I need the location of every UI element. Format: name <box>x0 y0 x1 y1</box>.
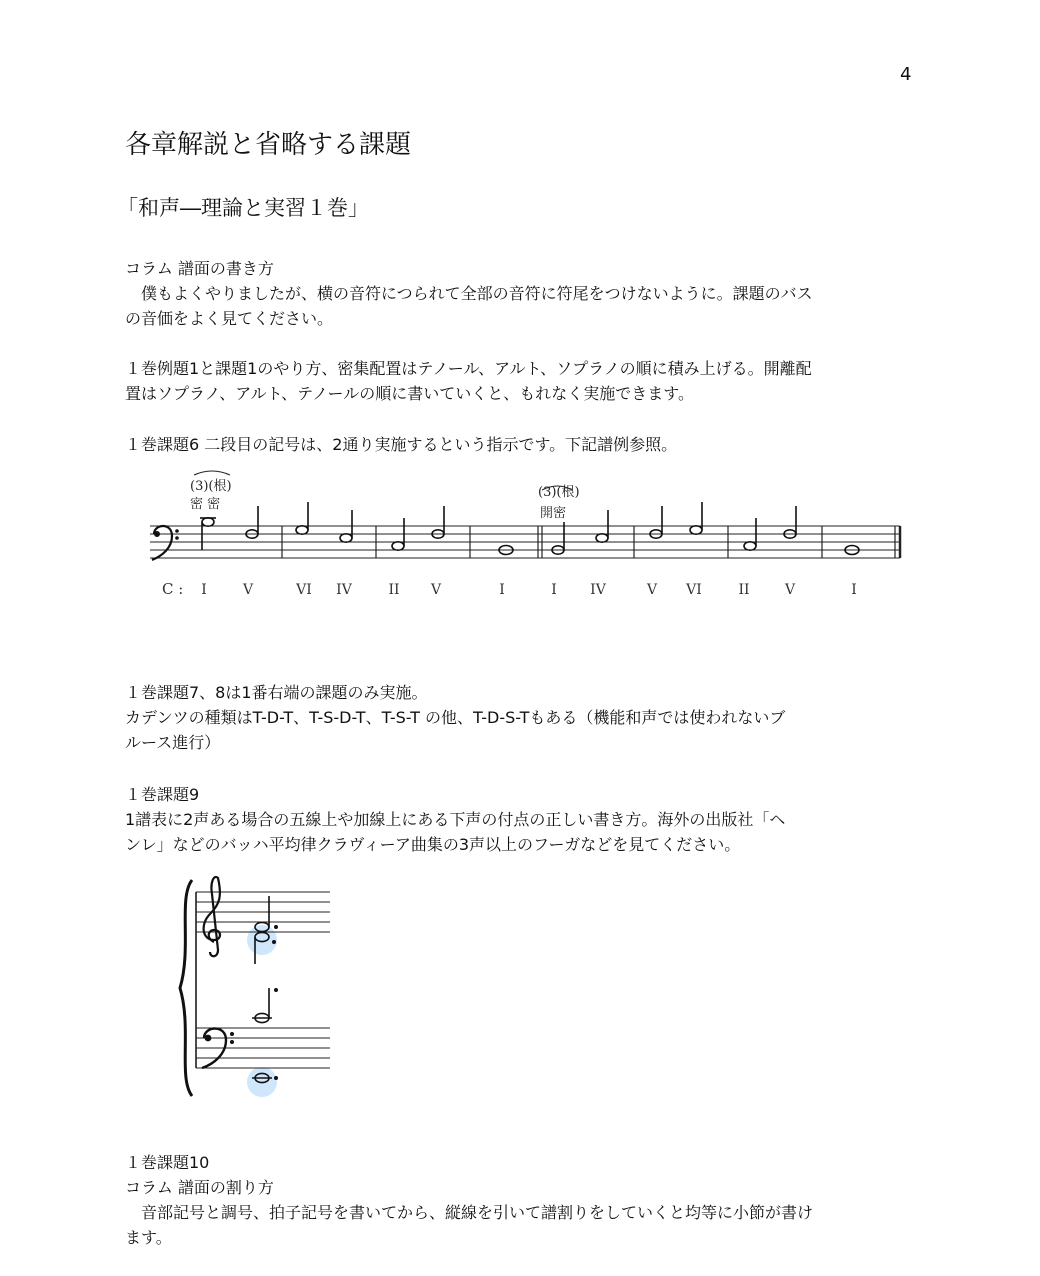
roman-numeral: IV <box>590 582 606 598</box>
half-note <box>202 518 214 526</box>
column-line: 僕もよくやりましたが、横の音符につられて全部の音符に符尾をつけないように。課題のバス <box>125 284 813 303</box>
half-note <box>392 542 404 550</box>
note-line: コラム 譜面の割り方 <box>125 1178 274 1197</box>
note-line: １巻例題1と課題1のやり方、密集配置はテノール、アルト、ソプラノの順に積み上げる。開離配 <box>125 359 812 378</box>
roman-numeral: VI <box>296 582 312 598</box>
note-task6 <box>125 432 915 457</box>
score-example-2 <box>170 868 350 1108</box>
half-note <box>296 526 308 534</box>
roman-numeral: IV <box>336 582 352 598</box>
dot-highlight <box>247 925 277 955</box>
annotation-bracket-left: (3)(根) <box>190 479 232 494</box>
half-note <box>744 542 756 550</box>
note-line: カデンツの種類はT-D-T、T-S-D-T、T-S-T の他、T-D-S-Tもある（機能和声では使われないブ <box>125 708 786 727</box>
roman-numeral: I <box>499 582 505 598</box>
note-line: 置はソプラノ、アルト、テノールの順に書いていくと、もれなく実施できます。 <box>125 384 694 403</box>
roman-numeral: I <box>851 582 857 598</box>
brace-icon <box>180 880 192 1096</box>
treble-clef-icon <box>204 877 220 956</box>
roman-numeral: II <box>388 582 400 598</box>
note-example1 <box>125 356 915 406</box>
roman-numeral: V <box>242 582 254 598</box>
annotation-label-left: 密 密 <box>190 497 221 512</box>
annotation-bracket-right: (3)(根) <box>538 485 580 500</box>
note-line: ンレ」などのバッハ平均律クラヴィーア曲集の3声以上のフーガなどを見てください。 <box>125 835 741 854</box>
column-heading: コラム 譜面の書き方 <box>125 259 274 278</box>
roman-numeral: I <box>201 582 207 598</box>
note-line: １巻課題7、8は1番右端の課題のみ実施。 <box>125 683 428 702</box>
page-number: 4 <box>900 64 912 85</box>
column-line: の音価をよく見てください。 <box>125 309 334 328</box>
note-line: ます。 <box>125 1228 172 1247</box>
roman-numeral: II <box>738 582 750 598</box>
note-task10 <box>125 1150 915 1250</box>
note-line: 1譜表に2声ある場合の五線上や加線上にある下声の付点の正しい書き方。海外の出版社「ヘ <box>125 810 786 829</box>
note-line: 音部記号と調号、拍子記号を書いてから、縦線を引いて譜割りをしていくと均等に小節が書け <box>125 1203 814 1222</box>
book-subtitle: 「和声―理論と実習１巻」 <box>117 196 369 220</box>
half-note <box>340 534 352 542</box>
score-example-1 <box>140 462 910 612</box>
roman-numeral: V <box>784 582 796 598</box>
note-task9 <box>125 782 915 857</box>
note-task78 <box>125 680 915 755</box>
page-title: 各章解説と省略する課題 <box>125 130 412 160</box>
note-line: ルース進行） <box>125 733 221 752</box>
note-line: １巻課題6 二段目の記号は、2通り実施するという指示です。下記譜例参照。 <box>125 435 678 454</box>
note-line: １巻課題10 <box>125 1153 210 1172</box>
column-notation <box>125 256 915 331</box>
half-note <box>596 534 608 542</box>
key-label: C : <box>162 580 184 598</box>
roman-numeral: I <box>551 582 557 598</box>
bass-clef-icon <box>152 526 179 560</box>
half-note <box>690 526 702 534</box>
annotation-label-right: 開密 <box>540 506 567 521</box>
roman-numeral: V <box>646 582 658 598</box>
roman-numeral: V <box>430 582 442 598</box>
roman-numeral: VI <box>686 582 702 598</box>
note-line: １巻課題9 <box>125 785 200 804</box>
